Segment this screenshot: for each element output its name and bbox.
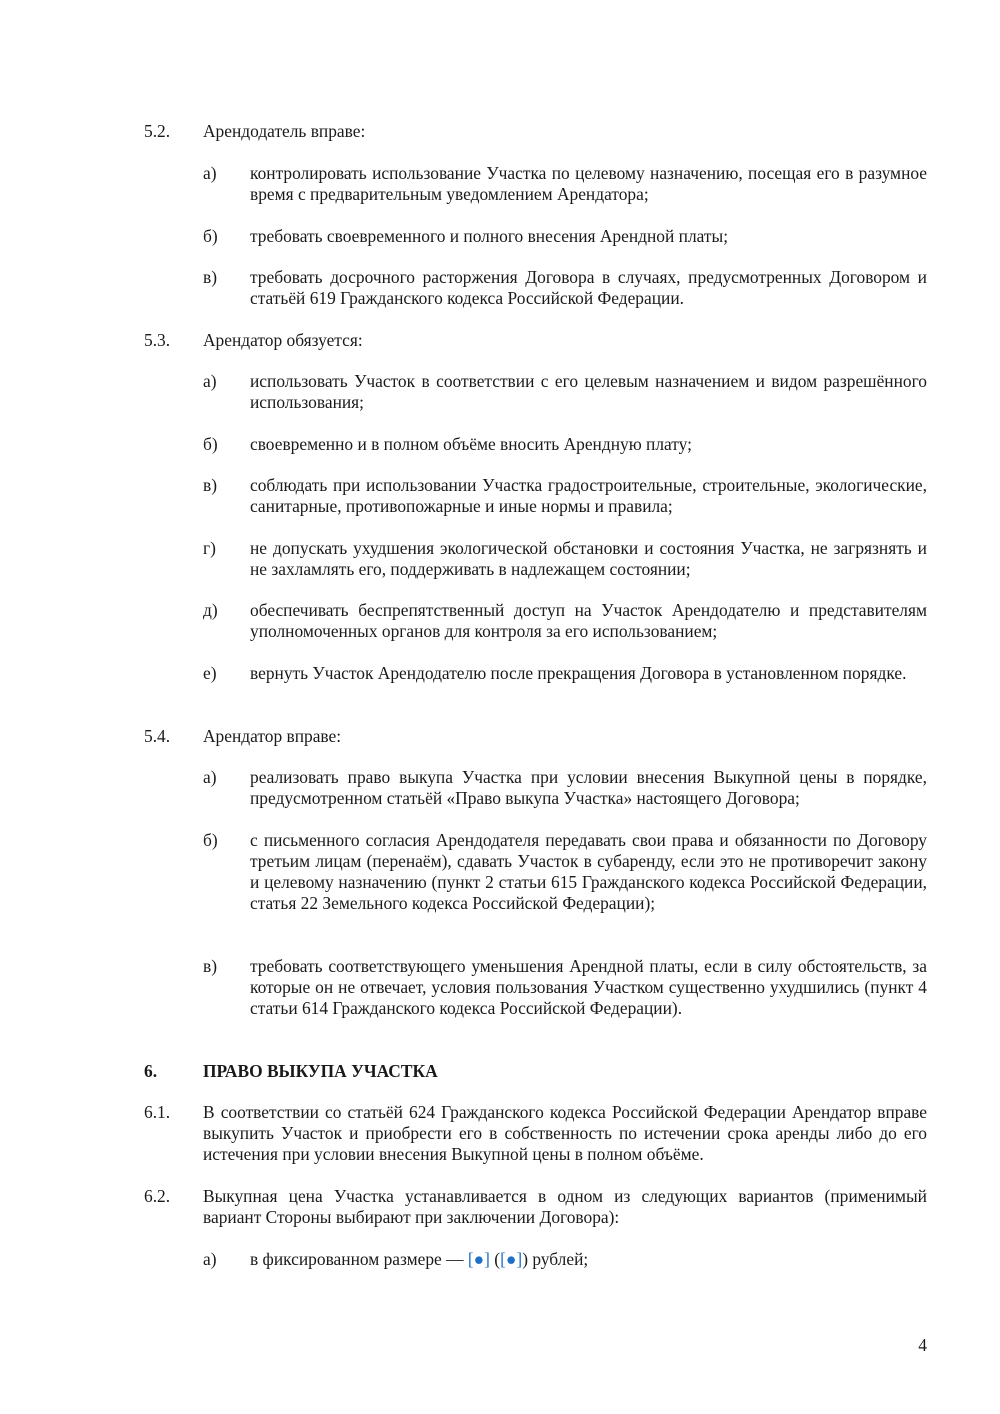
list-item-text: не допускать ухудшения экологической обстановки и состояния Участка, не загрязнять и не захламлять его, поддерживать в надлежащем состоянии;: [250, 538, 927, 579]
section-title: ПРАВО ВЫКУПА УЧАСТКА: [203, 1061, 438, 1081]
clause-number: 6.1.: [144, 1102, 171, 1122]
list-item-text: с письменного согласия Арендодателя передавать свои права и обязанности по Договору третьим лицам (перенаём), сдавать Участок в субаренду, если это не противоречит закону и целевому назначению (пункт 2 статьи 615 Гражданского кодекса Российской Федерации, статья 22 Земельного кодекса Российской Федерации);: [250, 830, 927, 913]
placeholder-amount: [●]: [467, 1249, 490, 1269]
clause-number: 5.4.: [144, 726, 171, 746]
price-suffix: ) рублей;: [522, 1249, 589, 1269]
list-item: [203, 267, 927, 309]
list-item-text: соблюдать при использовании Участка градостроительные, строительные, экологические, санитарные, противопожарные и иные нормы и правила;: [250, 475, 927, 516]
list-item-letter: в): [203, 956, 218, 976]
clause-text: Выкупная цена Участка устанавливается в одном из следующих вариантов (применимый вариант Стороны выбирают при заключении Договора):: [203, 1186, 927, 1227]
list-item-letter: а): [203, 767, 217, 787]
clause-number: 5.3.: [144, 330, 171, 350]
list-item: [203, 1249, 927, 1270]
list-item: [203, 600, 927, 642]
list-item-letter: г): [203, 538, 216, 558]
section-number: 6.: [144, 1061, 158, 1081]
list-item: [203, 226, 927, 247]
list-item: [203, 475, 927, 517]
list-item-text: контролировать использование Участка по целевому назначению, посещая его в разумное время с предварительным уведомлением Арендатора;: [250, 163, 927, 204]
list-item: [203, 163, 927, 205]
page-number: 4: [918, 1335, 927, 1355]
placeholder-amount-words: [●]: [500, 1249, 523, 1269]
list-item-letter: в): [203, 475, 218, 495]
clause-5-2: [144, 121, 927, 142]
list-item-letter: а): [203, 1249, 217, 1269]
list-item: [203, 434, 927, 455]
list-item-letter: в): [203, 267, 218, 287]
section-heading-6: [144, 1061, 927, 1082]
list-item-text: реализовать право выкупа Участка при условии внесения Выкупной цены в порядке, предусмотренном статьёй «Право выкупа Участка» настоящего Договора;: [250, 767, 927, 808]
list-item: [203, 538, 927, 580]
list-item-letter: б): [203, 434, 218, 454]
list-item-letter: а): [203, 163, 217, 183]
list-item: [203, 663, 927, 684]
list-item-text: требовать досрочного расторжения Договора в случаях, предусмотренных Договором и статьёй 619 Гражданского кодекса Российской Федерации.: [250, 267, 927, 308]
list-item-text: требовать соответствующего уменьшения Арендной платы, если в силу обстоятельств, за которые он не отвечает, условия пользования Участком существенно ухудшились (пункт 4 статьи 614 Гражданского кодекса Российской Федерации).: [250, 956, 927, 1018]
list-item-letter: д): [203, 600, 218, 620]
list-item-text: вернуть Участок Арендодателю после прекращения Договора в установленном порядке.: [250, 663, 907, 683]
list-item: [203, 767, 927, 809]
clause-6-2: [144, 1186, 927, 1228]
clause-5-4: [144, 726, 927, 747]
paren-open: (: [489, 1249, 501, 1269]
price-prefix: в фиксированном размере —: [250, 1249, 468, 1269]
clause-6-1: [144, 1102, 927, 1165]
clause-text: Арендатор обязуется:: [203, 330, 363, 350]
list-item-letter: б): [203, 830, 218, 850]
list-item-text: своевременно и в полном объёме вносить Арендную плату;: [250, 434, 692, 454]
clause-text: В соответствии со статьёй 624 Гражданского кодекса Российской Федерации Арендатор вправе выкупить Участок и приобрести его в собственность по истечении срока аренды либо до его истечения при условии внесения Выкупной цены в полном объёме.: [203, 1102, 927, 1164]
list-item-letter: е): [203, 663, 217, 683]
list-item-text: требовать своевременного и полного внесения Арендной платы;: [250, 226, 729, 246]
clause-text: Арендодатель вправе:: [203, 121, 366, 141]
clause-text: Арендатор вправе:: [203, 726, 342, 746]
list-item-letter: б): [203, 226, 218, 246]
list-item-text: [250, 1249, 927, 1270]
clause-number: 6.2.: [144, 1186, 171, 1206]
clause-5-3: [144, 330, 927, 351]
list-item-text: использовать Участок в соответствии с его целевым назначением и видом разрешённого использования;: [250, 371, 927, 412]
list-item-letter: а): [203, 371, 217, 391]
clause-number: 5.2.: [144, 121, 171, 141]
list-item: [203, 371, 927, 413]
list-item: [203, 830, 927, 914]
list-item-text: обеспечивать беспрепятственный доступ на Участок Арендодателю и представителям уполномоченных органов для контроля за его использованием;: [250, 600, 927, 641]
list-item: [203, 956, 927, 1019]
